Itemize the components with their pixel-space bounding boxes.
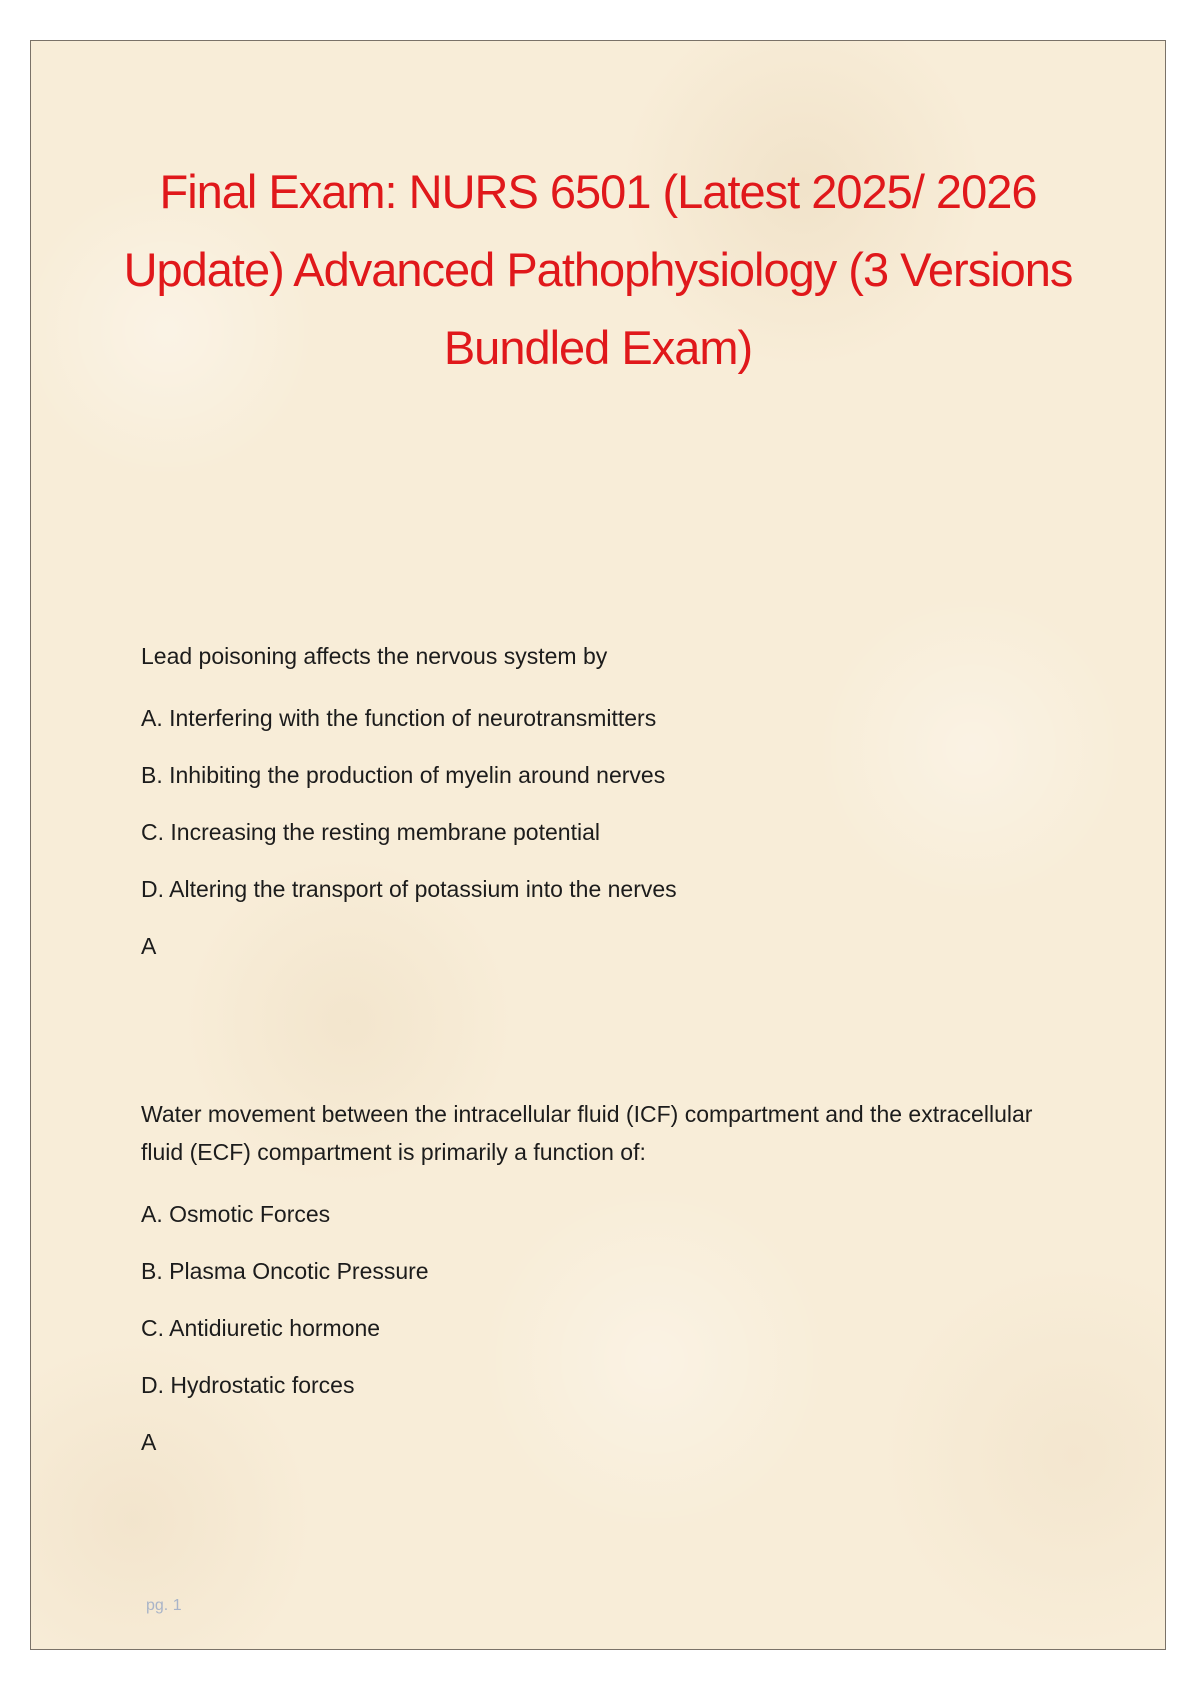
question-2-option-d: D. Hydrostatic forces bbox=[141, 1372, 355, 1398]
document-title: Final Exam: NURS 6501 (Latest 2025/ 2026 Update) Advanced Pathophysiology (3 Versions Bundled Exam) bbox=[123, 165, 1073, 374]
question-1 bbox=[141, 637, 1041, 989]
question-2-stem: Water movement between the intracellular fluid (ICF) compartment and the extracellular fluid (ECF) compartment is primarily a function of: bbox=[141, 1101, 1033, 1165]
page-number-label: pg. 1 bbox=[146, 1597, 182, 1614]
question-1-option-b: B. Inhibiting the production of myelin around nerves bbox=[141, 762, 666, 788]
question-1-answer: A bbox=[141, 933, 157, 959]
question-1-option-d: D. Altering the transport of potassium into the nerves bbox=[141, 876, 677, 902]
question-2-option-a: A. Osmotic Forces bbox=[141, 1201, 331, 1227]
question-2-answer: A bbox=[141, 1429, 157, 1455]
question-2-option-c: C. Antidiuretic hormone bbox=[141, 1315, 381, 1341]
document-page bbox=[30, 40, 1166, 1650]
question-1-stem: Lead poisoning affects the nervous system by bbox=[141, 643, 608, 669]
question-1-option-a: A. Interfering with the function of neurotransmitters bbox=[141, 705, 657, 731]
question-1-option-c: C. Increasing the resting membrane potential bbox=[141, 819, 600, 845]
question-2 bbox=[141, 1095, 1041, 1485]
question-2-option-b: B. Plasma Oncotic Pressure bbox=[141, 1258, 429, 1284]
